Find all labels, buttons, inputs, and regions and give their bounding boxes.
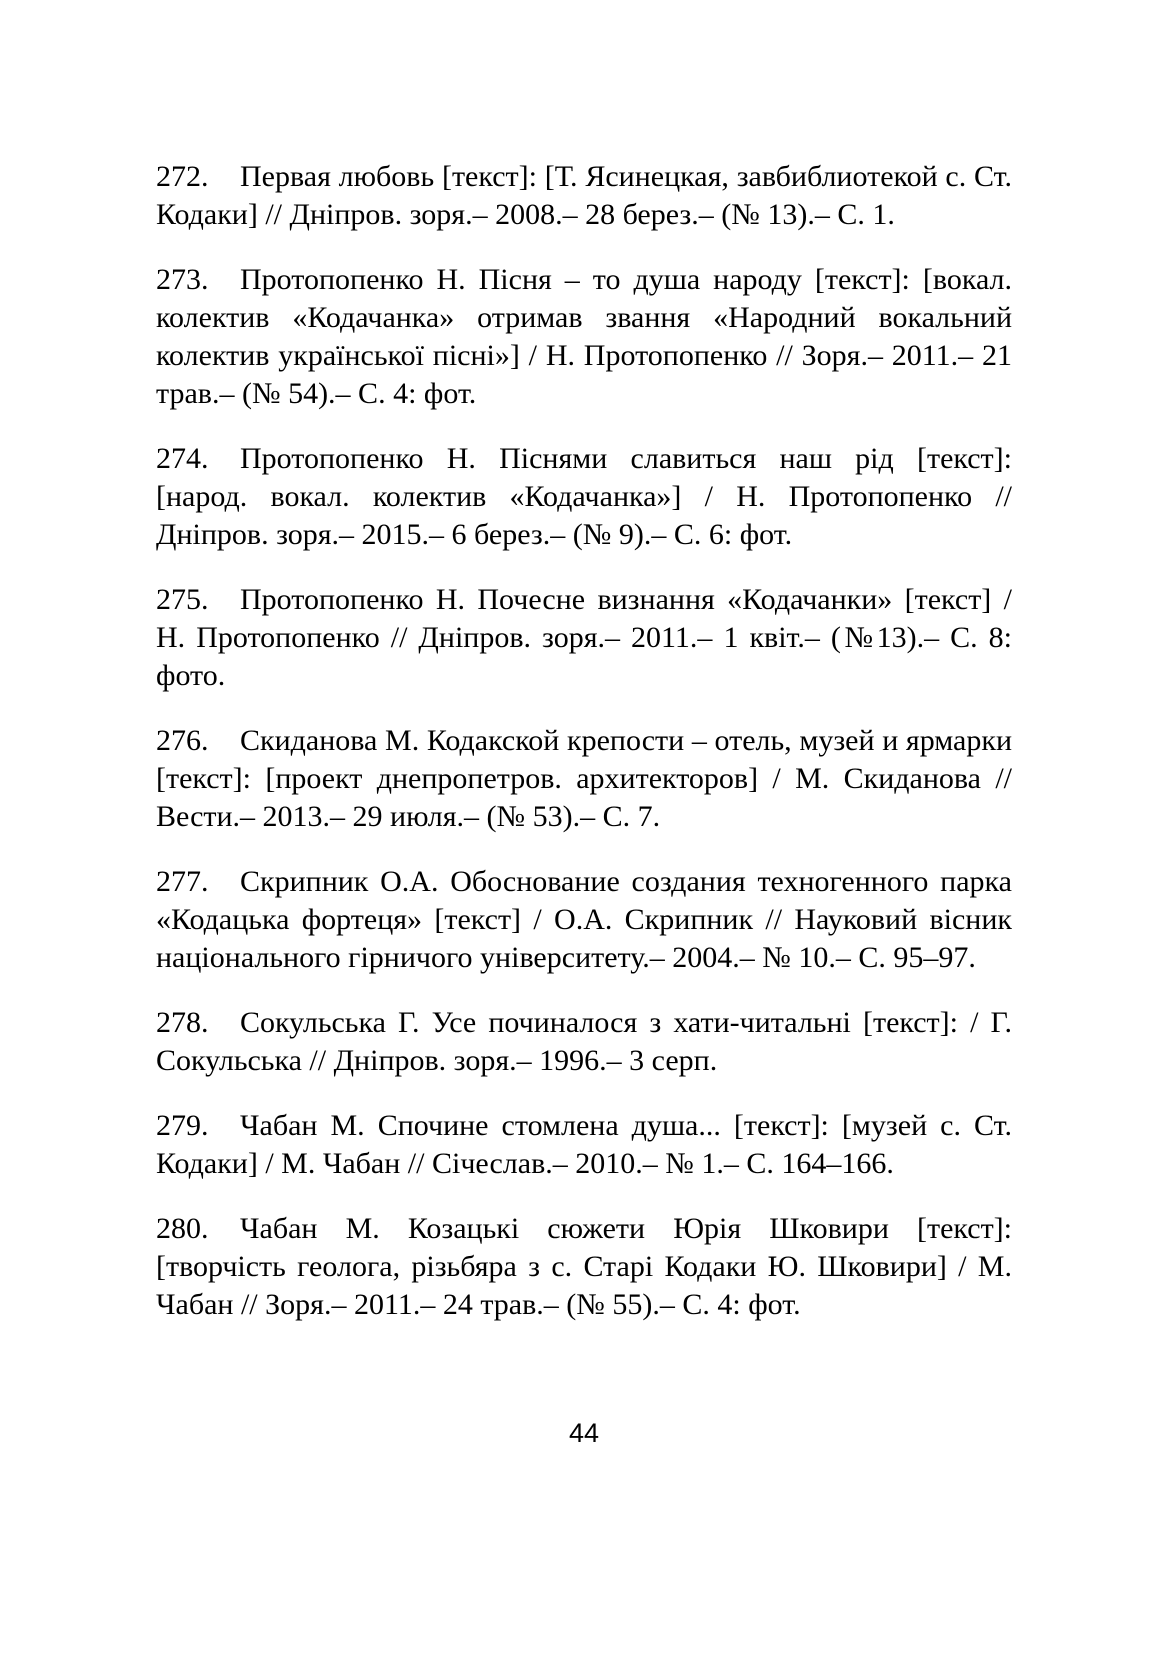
bibliography-entry: [156, 581, 1012, 695]
page-number: 44: [568, 1418, 600, 1448]
entry-number: 272.: [156, 160, 209, 193]
entry-number: 278.: [156, 1006, 209, 1039]
entry-text: Протопопенко Н. Почесне визнання «Кодачанки» [текст] / Н. Протопопенко // Дніпров. зоря.– 2011.– 1 квіт.– (№13).– С. 8: фото.: [156, 583, 1012, 692]
bibliography-list: [156, 158, 1012, 1324]
bibliography-entry: [156, 1004, 1012, 1080]
entry-number: 274.: [156, 442, 209, 475]
entry-text: Протопопенко Н. Піснями славиться наш рід [текст]: [народ. вокал. колектив «Кодачанка»] / Н. Протопопенко // Дніпров. зоря.– 2015.– 6 берез.– (№ 9).– С. 6: фот.: [156, 442, 1012, 551]
entry-text: Чабан М. Спочине стомлена душа... [текст]: [музей с. Ст. Кодаки] / М. Чабан // Січеслав.– 2010.– № 1.– С. 164–166.: [156, 1109, 1012, 1180]
bibliography-entry: [156, 440, 1012, 554]
entry-number: 279.: [156, 1109, 209, 1142]
entry-number: 276.: [156, 724, 209, 757]
entry-text: Скрипник О.А. Обоснование создания техногенного парка «Кодацька фортеця» [текст] / О.А. Скрипник // Науковий вісник національного гірничого університету.– 2004.– № 10.– С. 95–97.: [156, 865, 1012, 974]
entry-text: Протопопенко Н. Пісня – то душа народу [текст]: [вокал. колектив «Кодачанка» отримав звання «Народний вокальний колектив української пісні»] / Н. Протопопенко // Зоря.– 2011.– 21 трав.– (№ 54).– С. 4: фот.: [156, 263, 1012, 410]
entry-text: Сокульська Г. Усе починалося з хати-читальні [текст]: / Г. Сокульська // Дніпров. зоря.– 1996.– 3 серп.: [156, 1006, 1012, 1077]
bibliography-entry: [156, 1107, 1012, 1183]
bibliography-entry: [156, 1210, 1012, 1324]
entry-text: Чабан М. Козацькі сюжети Юрія Шковири [текст]: [творчість геолога, різьбяра з с. Старі Кодаки Ю. Шковири] / М. Чабан // Зоря.– 2011.– 24 трав.– (№ 55).– С. 4: фот.: [156, 1212, 1012, 1321]
bibliography-entry: [156, 261, 1012, 413]
entry-number: 273.: [156, 263, 209, 296]
entry-number: 277.: [156, 865, 209, 898]
entry-text: Скиданова М. Кодакской крепости – отель, музей и ярмарки [текст]: [проект днепропетров. архитекторов] / М. Скиданова // Вести.– 2013.– 29 июля.– (№ 53).– С. 7.: [156, 724, 1012, 833]
bibliography-entry: [156, 863, 1012, 977]
bibliography-entry: [156, 722, 1012, 836]
entry-number: 280.: [156, 1212, 209, 1245]
entry-text: Первая любовь [текст]: [Т. Ясинецкая, завбиблиотекой с. Ст. Кодаки] // Дніпров. зоря.– 2008.– 28 берез.– (№ 13).– С. 1.: [156, 160, 1012, 231]
bibliography-entry: [156, 158, 1012, 234]
entry-number: 275.: [156, 583, 209, 616]
